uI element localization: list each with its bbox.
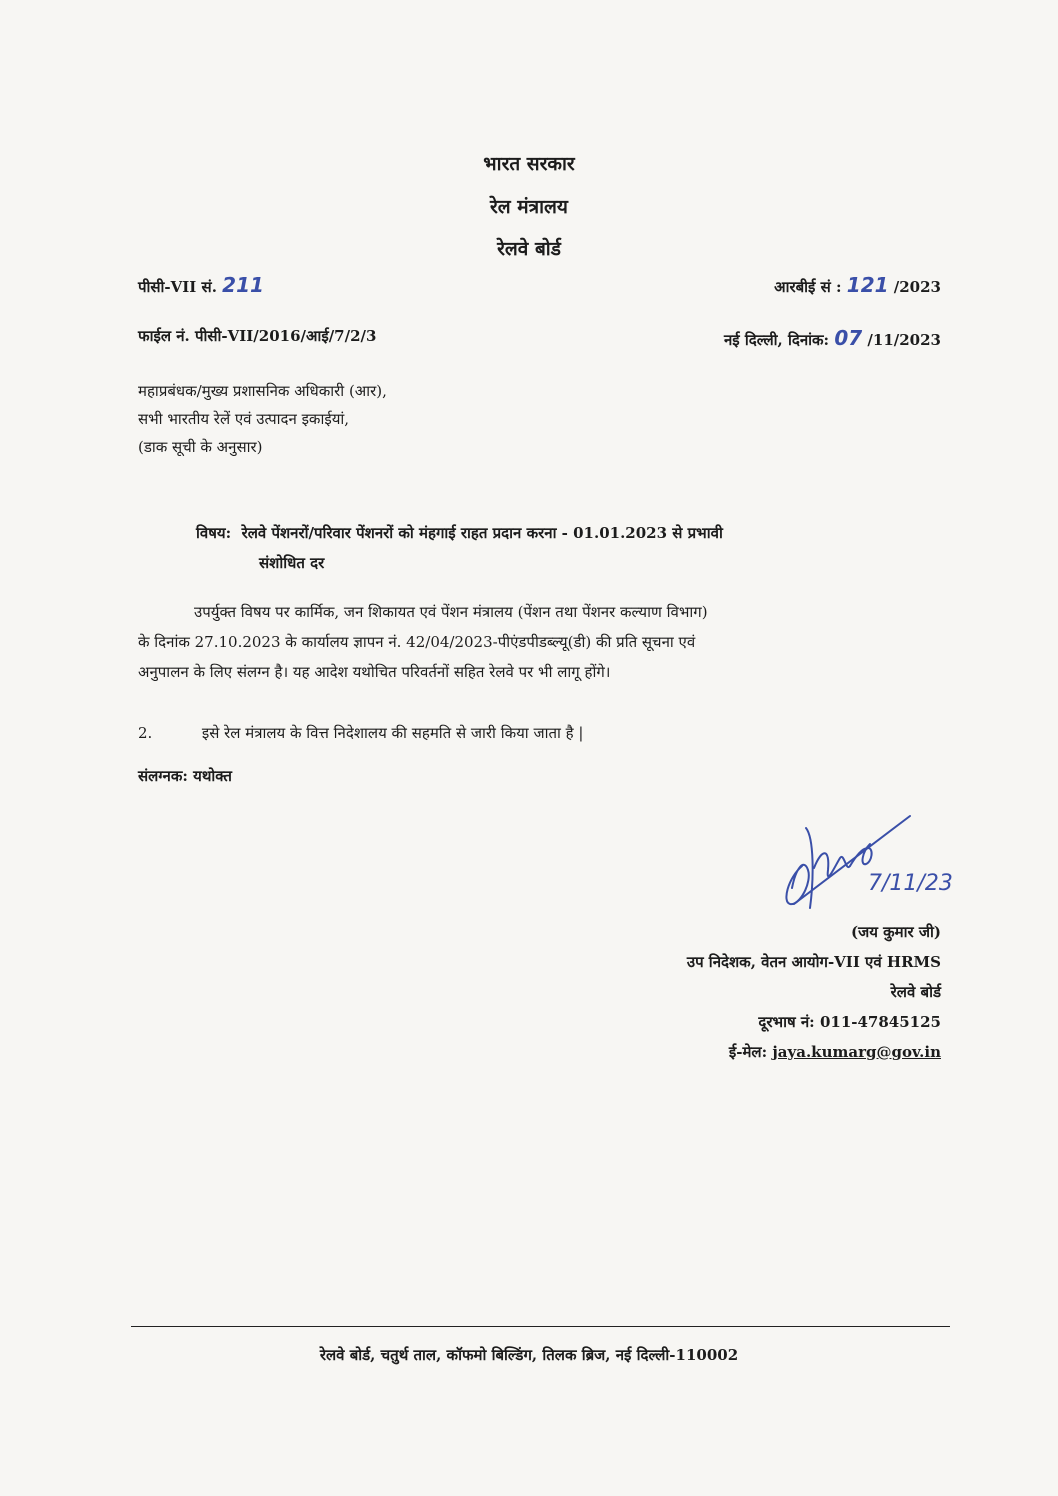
signatory-email	[687, 1037, 941, 1067]
addressee-line-1: महाप्रबंधक/मुख्य प्रशासनिक अधिकारी (आर),	[138, 382, 387, 400]
pc-label: पीसी-VII सं.	[138, 278, 217, 296]
addressee-line-3: (डाक सूची के अनुसार)	[138, 438, 263, 456]
signature-block	[687, 917, 941, 1067]
pc-reference	[138, 273, 264, 297]
subject-text-1: रेलवे पेंशनरों/परिवार पेंशनरों को मंहगाई राहत प्रदान करना - 01.01.2023 से प्रभावी	[241, 524, 723, 542]
subject-line-1	[196, 518, 916, 548]
rbe-year: /2023	[893, 278, 941, 296]
para1-line-3: अनुपालन के लिए संलग्न है। यह आदेश यथोचित परिवर्तनों सहित रेलवे पर भी लागू होंगे।	[138, 663, 611, 681]
body-paragraph-2	[138, 718, 583, 748]
subject-block	[196, 518, 916, 578]
enclosure-note: संलग्नक: यथोक्त	[138, 767, 232, 785]
pc-number: 211	[222, 273, 264, 297]
signature-scribble	[770, 808, 953, 918]
header-board: रेलवे बोर्ड	[497, 238, 561, 260]
para2-number: 2.	[138, 724, 153, 742]
addressee-block	[138, 377, 387, 461]
signatory-phone	[687, 1007, 941, 1037]
body-paragraph-1	[138, 597, 938, 687]
rbe-number: 121	[846, 273, 889, 297]
date-rest: /11/2023	[867, 331, 941, 349]
para1-line-2: के दिनांक 27.10.2023 के कार्यालय ज्ञापन नं. 42/04/2023-पीएंडपीडब्ल्यू(डी) की प्रति सूचना एवं	[138, 633, 696, 651]
footer-address: रेलवे बोर्ड, चतुर्थ ताल, कॉफमो बिल्डिंग, तिलक ब्रिज, नई दिल्ली-110002	[319, 1346, 739, 1364]
header-government: भारत सरकार	[483, 153, 575, 175]
para1-line-1: उपर्युक्त विषय पर कार्मिक, जन शिकायत एवं पेंशन मंत्रालय (पेंशन तथा पेंशनर कल्याण विभाग)	[194, 603, 708, 621]
rbe-reference	[774, 273, 941, 297]
file-number: फाईल नं. पीसी-VII/2016/आई/7/2/3	[138, 327, 377, 345]
signatory-designation: उप निदेशक, वेतन आयोग-VII एवं HRMS	[686, 953, 941, 971]
date-day: 07	[834, 326, 863, 350]
subject-label: विषय:	[196, 524, 232, 542]
subject-text-2: संशोधित दर	[259, 554, 325, 572]
email-label: ई-मेल:	[728, 1043, 768, 1061]
signature-date: 7/11/23	[868, 871, 953, 896]
signatory-name: (जय कुमार जी)	[851, 923, 941, 941]
date-line	[724, 326, 941, 350]
email-link[interactable]: jaya.kumarg@gov.in	[772, 1043, 941, 1061]
footer-divider	[131, 1326, 950, 1327]
date-label: नई दिल्ली, दिनांक:	[723, 331, 830, 349]
addressee-line-2: सभी भारतीय रेलें एवं उत्पादन इकाईयां,	[138, 410, 350, 428]
para2-text: इसे रेल मंत्रालय के वित्त निदेशालय की सहमति से जारी किया जाता है |	[201, 724, 584, 742]
header-ministry: रेल मंत्रालय	[490, 196, 568, 218]
signatory-office: रेलवे बोर्ड	[890, 983, 941, 1001]
phone-label: दूरभाष नं:	[758, 1013, 815, 1031]
rbe-label: आरबीई सं :	[774, 278, 842, 296]
phone-number: 011-47845125	[819, 1013, 941, 1031]
